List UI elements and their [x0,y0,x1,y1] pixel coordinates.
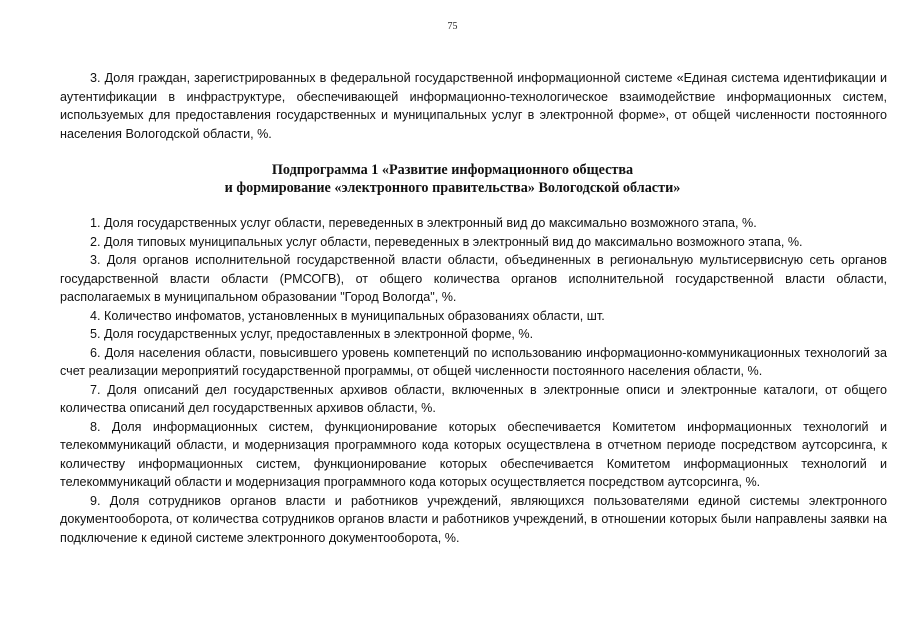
indicator-list [60,214,887,547]
indicator-item-7: 7. Доля описаний дел государственных архивов области, включенных в электронные описи и электронные каталоги, от общего количества описаний дел государственных архивов области, %. [60,382,887,415]
subprogram-title [0,161,905,197]
indicator-item-4: 4. Количество инфоматов, установленных в муниципальных образованиях области, шт. [90,308,605,323]
indicator-item-6: 6. Доля населения области, повысившего уровень компетенций по использованию информационно-коммуникационных технологий за счет реализации мероприятий государственной программы, от общей численности постоянного населения области, %. [60,345,887,378]
indicator-item-5: 5. Доля государственных услуг, предоставленных в электронной форме, %. [90,327,534,341]
indicator-item-3-intro: 3. Доля граждан, зарегистрированных в федеральной государственной информационной системе «Единая система идентификации и аутентификации в инфраструктуре, обеспечивающей информационно-технологическое взаимодействие информационных систем, используемых для предоставления государственных и муниципальных услуг в электронной форме», от общей численности постоянного населения Вологодской области, %. [60,71,887,141]
indicator-item-8: 8. Доля информационных систем, функционирование которых обеспечивается Комитетом информационных технологий и телекоммуникаций области, и модернизация программного кода которых осуществлена в отчетном периоде посредством аутсорсинга, к количеству информационных систем, функционирование которых обеспечивается Комитетом информационных технологий и телекоммуникаций области и модернизация программного кода которых осуществляется посредством аутсорсинга, %. [60,419,887,489]
indicator-item-3: 3. Доля органов исполнительной государственной власти области, объединенных в региональную мультисервисную сеть органов государственной власти области (РМСОГВ), от общего количества органов исполнительной государственной власти области, располагаемых в муниципальном образовании "Город Вологда", %. [60,253,887,304]
indicator-item-9: 9. Доля сотрудников органов власти и работников учреждений, являющихся пользователями единой системы электронного документооборота, от количества сотрудников органов власти и работников учреждений, в отношении которых были направлены заявки на подключение к единой системе электронного документооборота, %. [60,493,887,545]
page-number: 75 [447,21,458,32]
indicator-item-2: 2. Доля типовых муниципальных услуг области, переведенных в электронный вид до максимально возможного этапа, %. [90,234,803,249]
subprogram-title-line-2: и формирование «электронного правительства» Вологодской области» [224,180,681,196]
subprogram-title-line-1: Подпрограмма 1 «Развитие информационного общества [271,162,634,178]
indicator-item-1: 1. Доля государственных услуг области, переведенных в электронный вид до максимально возможного этапа, %. [90,216,757,230]
